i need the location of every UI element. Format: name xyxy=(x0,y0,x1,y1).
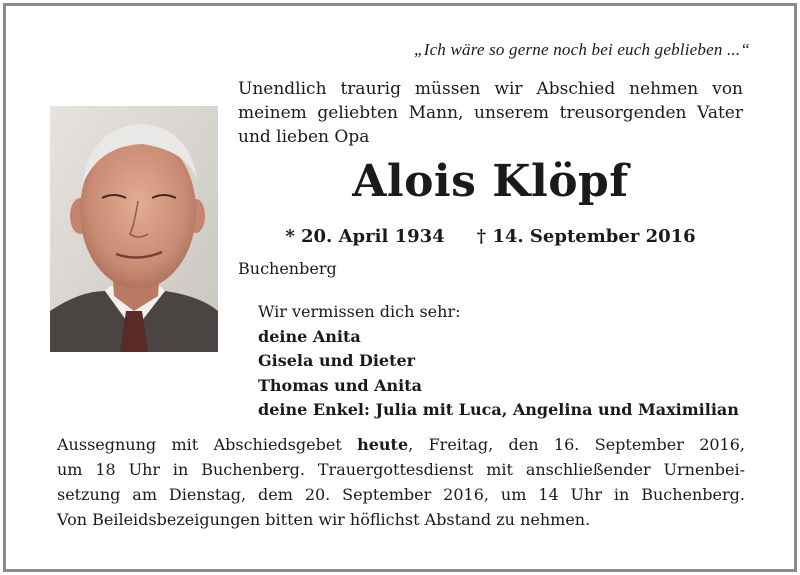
portrait-photo xyxy=(50,106,218,352)
mourner-name: deine Anita xyxy=(258,326,361,346)
service-line-3: setzung am Dienstag, dem 20. September 2016, um 14 Uhr in Buchenberg. xyxy=(57,485,745,504)
life-dates xyxy=(238,226,743,247)
service-line-1: Aussegnung mit Abschiedsgebet heute, Freitag, den 16. September 2016, xyxy=(57,435,745,454)
mourner-name: deine Enkel: Julia mit Luca, Angelina und Maximilian xyxy=(258,400,739,419)
intro-text: Unendlich traurig müssen wir Abschied nehmen von meinem geliebten Mann, unserem treusorgenden Vater und lieben Opa xyxy=(238,79,743,147)
service-details xyxy=(57,432,745,532)
quote: „Ich wäre so gerne noch bei euch geblieben ...“ xyxy=(414,40,750,59)
deceased-name: Alois Klöpf xyxy=(352,156,629,207)
death-date: † 14. September 2016 xyxy=(476,226,696,247)
service-line-2: um 18 Uhr in Buchenberg. Trauergottesdienst mit anschließender Urnenbei- xyxy=(57,460,745,479)
mourners-heading: Wir vermissen dich sehr: xyxy=(258,302,461,321)
mourner-name: Thomas und Anita xyxy=(258,375,422,395)
hometown: Buchenberg xyxy=(238,259,337,278)
portrait-photo-illustration xyxy=(50,106,218,352)
mourner-name: Gisela und Dieter xyxy=(258,351,416,370)
mourners-list xyxy=(258,300,748,423)
service-line-4: Von Beileidsbezeigungen bitten wir höflichst Abstand zu nehmen. xyxy=(57,510,591,529)
today-emphasis: heute xyxy=(357,435,409,454)
birth-date: * 20. April 1934 xyxy=(285,226,445,247)
